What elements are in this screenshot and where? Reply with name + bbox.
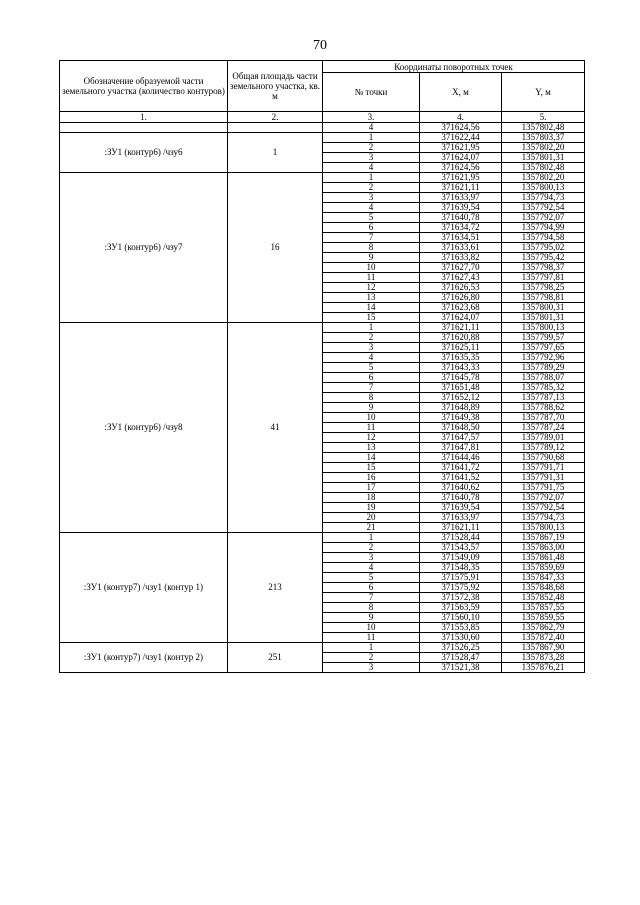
point-number: 16 [323, 473, 420, 483]
coordinate-x: 371563,59 [420, 603, 502, 613]
table-body [60, 123, 585, 673]
coordinate-x: 371640,62 [420, 483, 502, 493]
point-number: 10 [323, 413, 420, 423]
point-number: 6 [323, 223, 420, 233]
point-number: 11 [323, 423, 420, 433]
part-area: 1 [228, 133, 323, 173]
coordinate-y: 1357802,48 [502, 163, 585, 173]
table-row [60, 323, 585, 333]
coordinate-y: 1357789,29 [502, 363, 585, 373]
coordinate-y: 1357792,54 [502, 203, 585, 213]
point-number: 3 [323, 153, 420, 163]
coordinate-x: 371623,68 [420, 303, 502, 313]
part-designation [60, 123, 228, 133]
coordinate-y: 1357863,00 [502, 543, 585, 553]
coordinate-y: 1357797,65 [502, 343, 585, 353]
point-number: 4 [323, 563, 420, 573]
coordinate-y: 1357873,28 [502, 653, 585, 663]
point-number: 2 [323, 143, 420, 153]
point-number: 8 [323, 243, 420, 253]
coordinate-x: 371620,88 [420, 333, 502, 343]
point-number: 12 [323, 283, 420, 293]
coordinate-x: 371647,57 [420, 433, 502, 443]
coordinate-x: 371621,11 [420, 523, 502, 533]
coordinate-y: 1357794,73 [502, 193, 585, 203]
coordinate-x: 371626,80 [420, 293, 502, 303]
point-number: 18 [323, 493, 420, 503]
header-designation: Обозначение образуемой части земельного участка (количество контуров) [60, 61, 228, 112]
coordinate-x: 371560,10 [420, 613, 502, 623]
header-y: Y, м [502, 73, 585, 112]
coordinate-y: 1357859,55 [502, 613, 585, 623]
coordinate-y: 1357852,48 [502, 593, 585, 603]
coordinate-x: 371641,72 [420, 463, 502, 473]
coordinate-y: 1357862,79 [502, 623, 585, 633]
coordinate-y: 1357867,19 [502, 533, 585, 543]
coordinate-x: 371621,11 [420, 183, 502, 193]
part-designation: :ЗУ1 (контур7) /чзу1 (контур 2) [60, 643, 228, 673]
coordinate-x: 371648,50 [420, 423, 502, 433]
coordinate-y: 1357792,54 [502, 503, 585, 513]
coordinate-x: 371641,52 [420, 473, 502, 483]
coordinate-y: 1357787,70 [502, 413, 585, 423]
coordinate-x: 371648,89 [420, 403, 502, 413]
coordinate-y: 1357800,13 [502, 323, 585, 333]
coordinate-y: 1357876,21 [502, 663, 585, 673]
part-area: 251 [228, 643, 323, 673]
coordinate-x: 371634,51 [420, 233, 502, 243]
point-number: 11 [323, 633, 420, 643]
coordinate-x: 371543,57 [420, 543, 502, 553]
coordinate-x: 371643,33 [420, 363, 502, 373]
coordinate-y: 1357801,31 [502, 153, 585, 163]
coordinate-x: 371640,78 [420, 493, 502, 503]
coordinate-x: 371627,43 [420, 273, 502, 283]
point-number: 15 [323, 463, 420, 473]
point-number: 21 [323, 523, 420, 533]
point-number: 10 [323, 263, 420, 273]
page-number: 70 [313, 38, 327, 53]
point-number: 8 [323, 393, 420, 403]
point-number: 14 [323, 303, 420, 313]
coordinate-x: 371621,95 [420, 173, 502, 183]
point-number: 9 [323, 403, 420, 413]
coordinate-y: 1357801,31 [502, 313, 585, 323]
part-area: 213 [228, 533, 323, 643]
point-number: 7 [323, 233, 420, 243]
point-number: 20 [323, 513, 420, 523]
coordinates-table [59, 60, 585, 673]
point-number: 2 [323, 653, 420, 663]
coordinate-x: 371548,35 [420, 563, 502, 573]
coordinate-x: 371624,07 [420, 313, 502, 323]
coordinate-y: 1357789,01 [502, 433, 585, 443]
table-row [60, 133, 585, 143]
coordinate-x: 371575,91 [420, 573, 502, 583]
column-number-1: 1. [60, 112, 228, 123]
coordinate-x: 371528,44 [420, 533, 502, 543]
header-area: Общая площадь части земельного участка, кв. м [228, 61, 323, 112]
header-x: X, м [420, 73, 502, 112]
coordinate-x: 371624,07 [420, 153, 502, 163]
coordinate-y: 1357802,20 [502, 173, 585, 183]
point-number: 7 [323, 593, 420, 603]
coordinate-y: 1357799,57 [502, 333, 585, 343]
part-designation: :ЗУ1 (контур6) /чзу6 [60, 133, 228, 173]
coordinate-x: 371549,09 [420, 553, 502, 563]
point-number: 7 [323, 383, 420, 393]
point-number: 3 [323, 553, 420, 563]
part-area: 41 [228, 323, 323, 533]
part-area [228, 123, 323, 133]
coordinate-y: 1357790,68 [502, 453, 585, 463]
coordinate-x: 371621,95 [420, 143, 502, 153]
coordinate-x: 371635,35 [420, 353, 502, 363]
column-number-4: 4. [420, 112, 502, 123]
coordinate-y: 1357787,24 [502, 423, 585, 433]
coordinate-x: 371621,11 [420, 323, 502, 333]
coordinate-y: 1357794,73 [502, 513, 585, 523]
point-number: 9 [323, 613, 420, 623]
coordinate-y: 1357872,40 [502, 633, 585, 643]
table-row [60, 173, 585, 183]
coordinate-y: 1357791,71 [502, 463, 585, 473]
point-number: 4 [323, 123, 420, 133]
column-number-2: 2. [228, 112, 323, 123]
coordinate-y: 1357867,90 [502, 643, 585, 653]
coordinate-y: 1357800,13 [502, 183, 585, 193]
coordinate-x: 371521,38 [420, 663, 502, 673]
part-area: 16 [228, 173, 323, 323]
point-number: 3 [323, 343, 420, 353]
coordinate-x: 371553,85 [420, 623, 502, 633]
coordinate-x: 371633,82 [420, 253, 502, 263]
coordinate-y: 1357791,31 [502, 473, 585, 483]
coordinate-x: 371647,81 [420, 443, 502, 453]
point-number: 4 [323, 353, 420, 363]
point-number: 4 [323, 203, 420, 213]
table-row [60, 123, 585, 133]
coordinate-x: 371626,53 [420, 283, 502, 293]
point-number: 1 [323, 643, 420, 653]
coordinate-x: 371575,92 [420, 583, 502, 593]
coordinate-y: 1357792,96 [502, 353, 585, 363]
coordinate-x: 371639,54 [420, 203, 502, 213]
point-number: 1 [323, 323, 420, 333]
point-number: 13 [323, 443, 420, 453]
coordinate-x: 371639,54 [420, 503, 502, 513]
table-row [60, 533, 585, 543]
point-number: 8 [323, 603, 420, 613]
point-number: 3 [323, 193, 420, 203]
point-number: 12 [323, 433, 420, 443]
point-number: 2 [323, 183, 420, 193]
coordinate-x: 371627,70 [420, 263, 502, 273]
coordinate-x: 371526,25 [420, 643, 502, 653]
coordinate-y: 1357857,55 [502, 603, 585, 613]
coordinate-y: 1357859,69 [502, 563, 585, 573]
coordinate-y: 1357792,07 [502, 213, 585, 223]
header-point-number: № точки [323, 73, 420, 112]
point-number: 17 [323, 483, 420, 493]
coordinate-y: 1357787,13 [502, 393, 585, 403]
column-number-5: 5. [502, 112, 585, 123]
coordinate-x: 371625,11 [420, 343, 502, 353]
point-number: 5 [323, 363, 420, 373]
point-number: 10 [323, 623, 420, 633]
part-designation: :ЗУ1 (контур6) /чзу7 [60, 173, 228, 323]
table-row [60, 643, 585, 653]
coordinate-x: 371645,78 [420, 373, 502, 383]
coordinate-y: 1357847,33 [502, 573, 585, 583]
coordinate-y: 1357788,62 [502, 403, 585, 413]
point-number: 2 [323, 333, 420, 343]
point-number: 15 [323, 313, 420, 323]
coordinate-x: 371652,12 [420, 393, 502, 403]
coordinate-y: 1357797,81 [502, 273, 585, 283]
point-number: 2 [323, 543, 420, 553]
coordinate-y: 1357794,99 [502, 223, 585, 233]
coordinate-y: 1357791,75 [502, 483, 585, 493]
point-number: 4 [323, 163, 420, 173]
coordinate-x: 371624,56 [420, 163, 502, 173]
point-number: 1 [323, 173, 420, 183]
coordinate-y: 1357798,25 [502, 283, 585, 293]
coordinate-y: 1357802,20 [502, 143, 585, 153]
coordinate-x: 371651,48 [420, 383, 502, 393]
coordinate-y: 1357795,02 [502, 243, 585, 253]
point-number: 14 [323, 453, 420, 463]
point-number: 1 [323, 533, 420, 543]
coordinate-y: 1357848,68 [502, 583, 585, 593]
header-coordinates: Координаты поворотных точек [323, 61, 585, 73]
coordinate-x: 371528,47 [420, 653, 502, 663]
coordinate-y: 1357795,42 [502, 253, 585, 263]
coordinate-x: 371624,56 [420, 123, 502, 133]
coordinate-x: 371572,38 [420, 593, 502, 603]
coordinate-y: 1357800,13 [502, 523, 585, 533]
point-number: 11 [323, 273, 420, 283]
coordinate-y: 1357798,81 [502, 293, 585, 303]
coordinate-x: 371530,60 [420, 633, 502, 643]
point-number: 6 [323, 583, 420, 593]
coordinate-y: 1357785,32 [502, 383, 585, 393]
point-number: 5 [323, 573, 420, 583]
coordinate-y: 1357789,12 [502, 443, 585, 453]
point-number: 6 [323, 373, 420, 383]
coordinate-x: 371633,97 [420, 193, 502, 203]
coordinate-x: 371640,78 [420, 213, 502, 223]
part-designation: :ЗУ1 (контур7) /чзу1 (контур 1) [60, 533, 228, 643]
coordinate-x: 371633,61 [420, 243, 502, 253]
coordinate-x: 371633,97 [420, 513, 502, 523]
part-designation: :ЗУ1 (контур6) /чзу8 [60, 323, 228, 533]
column-number-3: 3. [323, 112, 420, 123]
coordinate-x: 371634,72 [420, 223, 502, 233]
coordinate-y: 1357792,07 [502, 493, 585, 503]
coordinate-y: 1357788,07 [502, 373, 585, 383]
coordinate-x: 371622,44 [420, 133, 502, 143]
coordinate-x: 371649,38 [420, 413, 502, 423]
point-number: 3 [323, 663, 420, 673]
coordinate-y: 1357861,48 [502, 553, 585, 563]
coordinate-y: 1357800,31 [502, 303, 585, 313]
point-number: 5 [323, 213, 420, 223]
point-number: 1 [323, 133, 420, 143]
point-number: 19 [323, 503, 420, 513]
point-number: 9 [323, 253, 420, 263]
coordinate-x: 371644,46 [420, 453, 502, 463]
coordinate-y: 1357802,48 [502, 123, 585, 133]
point-number: 13 [323, 293, 420, 303]
coordinate-y: 1357794,58 [502, 233, 585, 243]
coordinate-y: 1357798,37 [502, 263, 585, 273]
coordinate-y: 1357803,37 [502, 133, 585, 143]
